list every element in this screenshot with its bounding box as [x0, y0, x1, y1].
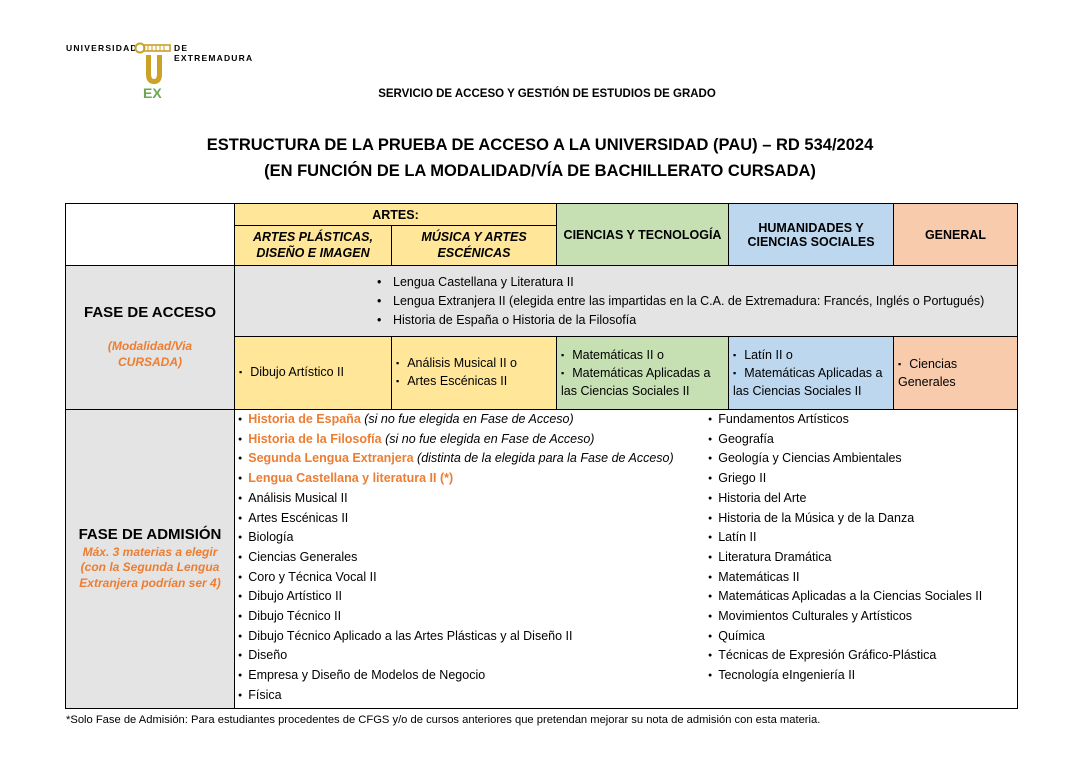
- list-item: ● Técnicas de Expresión Gráfico-Plástica: [708, 647, 982, 667]
- fase-admision-label-cell: [66, 410, 235, 709]
- list-item: ● Diseño: [238, 647, 708, 667]
- list-item: ● Lengua Castellana y literatura II (*): [238, 470, 708, 490]
- list-item: ● Empresa y Diseño de Modelos de Negocio: [238, 667, 708, 687]
- list-item: ● Geología y Ciencias Ambientales: [708, 450, 982, 470]
- list-item: ● Química: [708, 628, 982, 648]
- header-ciencias: CIENCIAS Y TECNOLOGÍA: [557, 204, 729, 266]
- list-item: ● Física: [238, 687, 708, 707]
- list-item: ● Historia del Arte: [708, 490, 982, 510]
- list-item: ▪ Análisis Musical II o: [392, 355, 556, 373]
- list-item: ● Historia de España (si no fue elegida en Fase de Acceso): [238, 411, 708, 431]
- list-item: ● Historia de la Música y de la Danza: [708, 510, 982, 530]
- list-item: ▪ Dibujo Artístico II: [235, 364, 391, 382]
- list-item: ● Matemáticas II: [708, 569, 982, 589]
- fase-acceso-label: FASE DE ACCESO: [84, 304, 216, 322]
- corner-cell: [66, 204, 235, 266]
- list-item: ▪ Ciencias Generales: [894, 356, 1017, 391]
- page-subtitle: (EN FUNCIÓN DE LA MODALIDAD/VÍA DE BACHILLERATO CURSADA): [264, 162, 816, 180]
- header-artes: ARTES:: [235, 204, 557, 226]
- logo-extremadura-text: DE EXTREMADURA: [174, 43, 254, 63]
- header-general: GENERAL: [894, 204, 1018, 266]
- list-item: ● Literatura Dramática: [708, 549, 982, 569]
- logo-university-text: UNIVERSIDAD: [66, 43, 138, 53]
- acceso-musica: [392, 337, 557, 410]
- list-item: ▪ Latín II o: [729, 347, 893, 365]
- list-item: ● Dibujo Técnico II: [238, 608, 708, 628]
- fase-acceso-common-cell: [235, 266, 1018, 337]
- list-item: ● Tecnología eIngeniería II: [708, 667, 982, 687]
- header-artes-plasticas: ARTES PLÁSTICAS, DISEÑO E IMAGEN: [235, 226, 392, 266]
- svg-text:EX: EX: [143, 85, 162, 101]
- service-heading: SERVICIO DE ACCESO Y GESTIÓN DE ESTUDIOS DE GRADO: [378, 88, 716, 100]
- list-item: ● Análisis Musical II: [238, 490, 708, 510]
- acceso-humanidades: [729, 337, 894, 410]
- list-item: ● Fundamentos Artísticos: [708, 411, 982, 431]
- list-item: ● Latín II: [708, 529, 982, 549]
- common-subjects-list: [375, 273, 1025, 330]
- admision-list-col1: [238, 411, 708, 707]
- list-item: ● Ciencias Generales: [238, 549, 708, 569]
- list-item: • Lengua Extranjera II (elegida entre las impartidas en la C.A. de Extremadura: Francés, Inglés o Portugués): [375, 292, 1025, 311]
- list-item: ● Movimientos Culturales y Artísticos: [708, 608, 982, 628]
- acceso-ciencias: [557, 337, 729, 410]
- list-item: ● Matemáticas Aplicadas a la Ciencias Sociales II: [708, 588, 982, 608]
- list-item: ● Dibujo Artístico II: [238, 588, 708, 608]
- list-item: ● Geografía: [708, 431, 982, 451]
- fase-admision-sublabel: Máx. 3 materias a elegir (con la Segunda Lengua Extranjera podrían ser 4): [79, 544, 221, 591]
- fase-admision-label: FASE DE ADMISIÓN: [78, 525, 222, 543]
- list-item: ● Artes Escénicas II: [238, 510, 708, 530]
- page-title: ESTRUCTURA DE LA PRUEBA DE ACCESO A LA UNIVERSIDAD (PAU) – RD 534/2024: [206, 136, 874, 154]
- list-item: ● Dibujo Técnico Aplicado a las Artes Plásticas y al Diseño II: [238, 628, 708, 648]
- list-item: ▪ Matemáticas II o: [557, 347, 728, 365]
- list-item: ▪ Matemáticas Aplicadas a las Ciencias Sociales II: [729, 365, 893, 400]
- fase-admision-subjects-cell: [235, 410, 1018, 709]
- list-item: ● Historia de la Filosofía (si no fue elegida en Fase de Acceso): [238, 431, 708, 451]
- fase-acceso-sublabel: (Modalidad/Via CURSADA): [107, 339, 193, 369]
- admision-list-col2: [708, 411, 982, 707]
- list-item: ▪ Artes Escénicas II: [392, 373, 556, 391]
- list-item: ▪ Matemáticas Aplicadas a las Ciencias Sociales II: [557, 365, 728, 400]
- header-musica: MÚSICA Y ARTES ESCÉNICAS: [392, 226, 557, 266]
- fase-acceso-label-cell: [66, 266, 235, 410]
- footnote: *Solo Fase de Admisión: Para estudiantes procedentes de CFGS y/o de cursos anteriores que pretendan mejorar su nota de admisión con esta materia.: [66, 714, 821, 726]
- header-humanidades: HUMANIDADES Y CIENCIAS SOCIALES: [729, 204, 894, 266]
- list-item: ● Griego II: [708, 470, 982, 490]
- acceso-artes-plasticas: [235, 337, 392, 410]
- pau-structure-table: [65, 203, 1018, 709]
- acceso-general: [894, 337, 1018, 410]
- list-item: ● Coro y Técnica Vocal II: [238, 569, 708, 589]
- list-item: ● Biología: [238, 529, 708, 549]
- list-item: • Lengua Castellana y Literatura II: [375, 273, 1025, 292]
- list-item: ● Segunda Lengua Extranjera (distinta de la elegida para la Fase de Acceso): [238, 450, 708, 470]
- list-item: • Historia de España o Historia de la Filosofía: [375, 311, 1025, 330]
